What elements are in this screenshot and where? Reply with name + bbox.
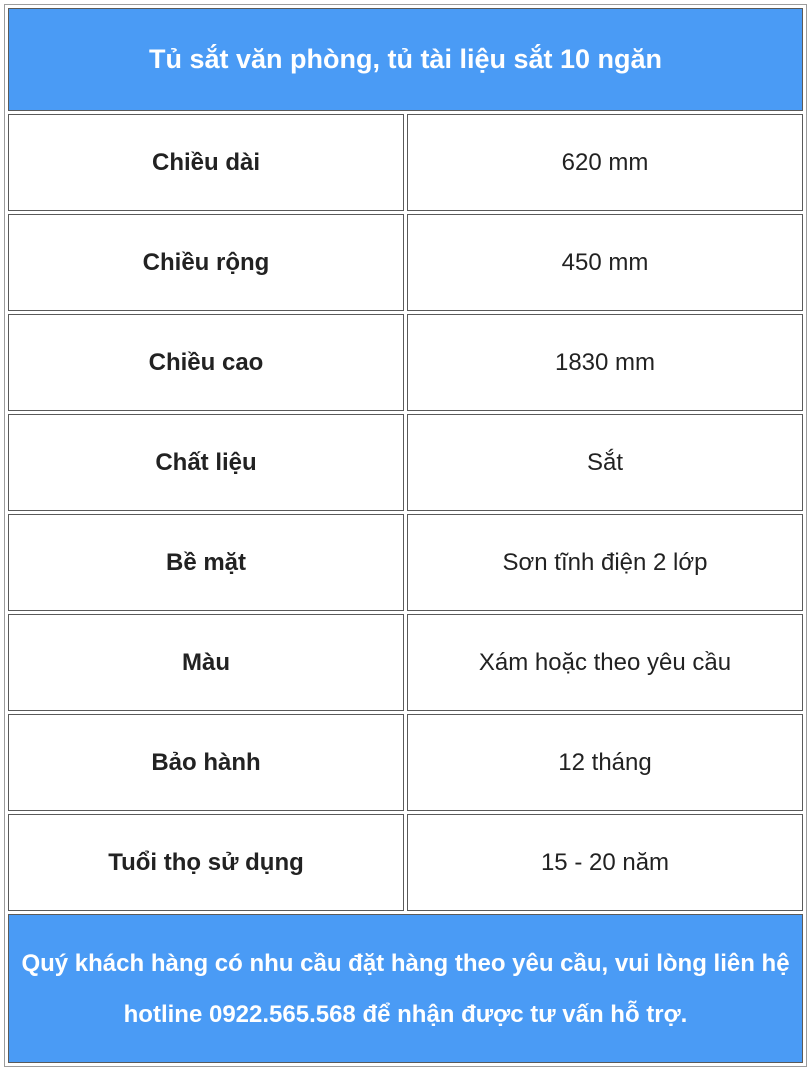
table-row [8,114,803,211]
spec-label-length: Chiều dài [8,114,404,211]
table-title: Tủ sắt văn phòng, tủ tài liệu sắt 10 ngăn [8,8,803,111]
spec-value-surface: Sơn tĩnh điện 2 lớp [407,514,803,611]
spec-value-width: 450 mm [407,214,803,311]
contact-note: Quý khách hàng có nhu cầu đặt hàng theo yêu cầu, vui lòng liên hệ hotline 0922.565.568 để nhận được tư vấn hỗ trợ. [8,914,803,1063]
spec-value-length: 620 mm [407,114,803,211]
spec-value-color: Xám hoặc theo yêu cầu [407,614,803,711]
table-row [8,214,803,311]
table-row [8,614,803,711]
table-row [8,414,803,511]
table-row [8,314,803,411]
spec-value-material: Sắt [407,414,803,511]
spec-label-color: Màu [8,614,404,711]
spec-label-lifespan: Tuổi thọ sử dụng [8,814,404,911]
spec-label-warranty: Bảo hành [8,714,404,811]
table-row [8,714,803,811]
product-spec-table [4,4,807,1067]
spec-label-material: Chất liệu [8,414,404,511]
table-row [8,514,803,611]
table-row [8,814,803,911]
spec-label-height: Chiều cao [8,314,404,411]
spec-value-lifespan: 15 - 20 năm [407,814,803,911]
spec-value-height: 1830 mm [407,314,803,411]
spec-value-warranty: 12 tháng [407,714,803,811]
spec-label-surface: Bề mặt [8,514,404,611]
spec-label-width: Chiều rộng [8,214,404,311]
